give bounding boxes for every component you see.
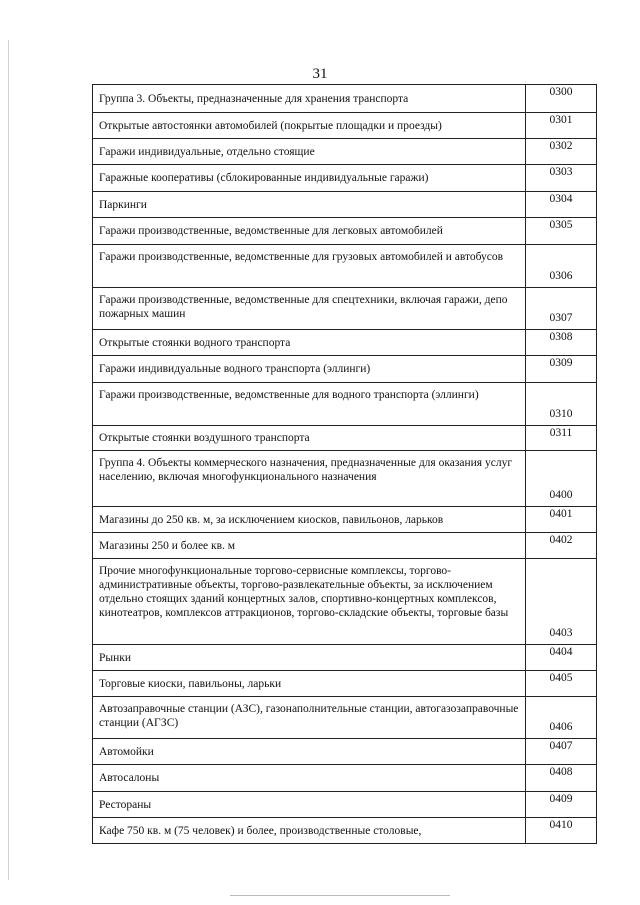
row-name: Автозаправочные станции (АЗС), газонаполнительные станции, автогазозаправочные станции (АГЗС) — [93, 697, 526, 739]
row-code: 0308 — [526, 330, 597, 356]
row-name: Рестораны — [93, 792, 526, 818]
row-code: 0305 — [526, 218, 597, 245]
table-row — [93, 697, 597, 739]
table-row — [93, 451, 597, 507]
table-row — [93, 792, 597, 818]
row-name: Автомойки — [93, 739, 526, 765]
row-code: 0311 — [526, 426, 597, 451]
row-code: 0302 — [526, 139, 597, 165]
row-name: Открытые стоянки водного транспорта — [93, 330, 526, 356]
row-code: 0409 — [526, 792, 597, 818]
row-code: 0310 — [526, 383, 597, 426]
row-code: 0402 — [526, 533, 597, 559]
row-code: 0303 — [526, 165, 597, 192]
row-name: Гаражи производственные, ведомственные для спецтехники, включая гаражи, депо пожарных машин — [93, 288, 526, 330]
row-code: 0304 — [526, 192, 597, 218]
row-name: Магазины 250 и более кв. м — [93, 533, 526, 559]
row-name: Гаражи индивидуальные, отдельно стоящие — [93, 139, 526, 165]
row-name: Гаражи индивидуальные водного транспорта (эллинги) — [93, 356, 526, 383]
row-name: Паркинги — [93, 192, 526, 218]
table-row — [93, 739, 597, 765]
row-name: Открытые стоянки воздушного транспорта — [93, 426, 526, 451]
table-row — [93, 507, 597, 533]
table-row — [93, 765, 597, 792]
page-number: 31 — [312, 66, 328, 82]
table-row — [93, 139, 597, 165]
row-name: Кафе 750 кв. м (75 человек) и более, производственные столовые, — [93, 818, 526, 844]
table-row — [93, 383, 597, 426]
table-row — [93, 818, 597, 844]
table-row — [93, 165, 597, 192]
row-code: 0408 — [526, 765, 597, 792]
row-code: 0309 — [526, 356, 597, 383]
row-code: 0407 — [526, 739, 597, 765]
table-row — [93, 245, 597, 288]
row-code: 0410 — [526, 818, 597, 844]
row-name: Гаражные кооперативы (сблокированные индивидуальные гаражи) — [93, 165, 526, 192]
table-row — [93, 426, 597, 451]
scan-edge-left — [8, 40, 9, 880]
row-code: 0301 — [526, 113, 597, 139]
table-row — [93, 288, 597, 330]
table-row — [93, 645, 597, 671]
row-name: Автосалоны — [93, 765, 526, 792]
table-row — [93, 330, 597, 356]
row-name: Торговые киоски, павильоны, ларьки — [93, 671, 526, 697]
row-code: 0400 — [526, 451, 597, 507]
row-name: Группа 4. Объекты коммерческого назначения, предназначенные для оказания услуг населению, включая многофункционального назначения — [93, 451, 526, 507]
row-code: 0401 — [526, 507, 597, 533]
table-row — [93, 85, 597, 113]
row-code: 0300 — [526, 85, 597, 113]
row-code: 0307 — [526, 288, 597, 330]
row-code: 0406 — [526, 697, 597, 739]
table-row — [93, 356, 597, 383]
classification-table — [92, 84, 597, 844]
scan-edge-bottom — [230, 895, 450, 896]
table-row — [93, 533, 597, 559]
row-code: 0405 — [526, 671, 597, 697]
table-row — [93, 559, 597, 645]
table-row — [93, 218, 597, 245]
row-code: 0403 — [526, 559, 597, 645]
row-code: 0306 — [526, 245, 597, 288]
row-name: Магазины до 250 кв. м, за исключением киосков, павильонов, ларьков — [93, 507, 526, 533]
table-row — [93, 192, 597, 218]
row-name: Прочие многофункциональные торгово-сервисные комплексы, торгово-административные объекты, торгово-развлекательные объекты, за исключением отдельно стоящих зданий концертных залов, спортивно-концертных комплексов, кинотеатров, комплексов аттракционов, торгово-складские объекты, торговые базы — [93, 559, 526, 645]
row-name: Рынки — [93, 645, 526, 671]
table-row — [93, 671, 597, 697]
row-code: 0404 — [526, 645, 597, 671]
table-row — [93, 113, 597, 139]
row-name: Гаражи производственные, ведомственные для водного транспорта (эллинги) — [93, 383, 526, 426]
row-name: Гаражи производственные, ведомственные для грузовых автомобилей и автобусов — [93, 245, 526, 288]
row-name: Группа 3. Объекты, предназначенные для хранения транспорта — [93, 85, 526, 113]
row-name: Гаражи производственные, ведомственные для легковых автомобилей — [93, 218, 526, 245]
row-name: Открытые автостоянки автомобилей (покрытые площадки и проезды) — [93, 113, 526, 139]
